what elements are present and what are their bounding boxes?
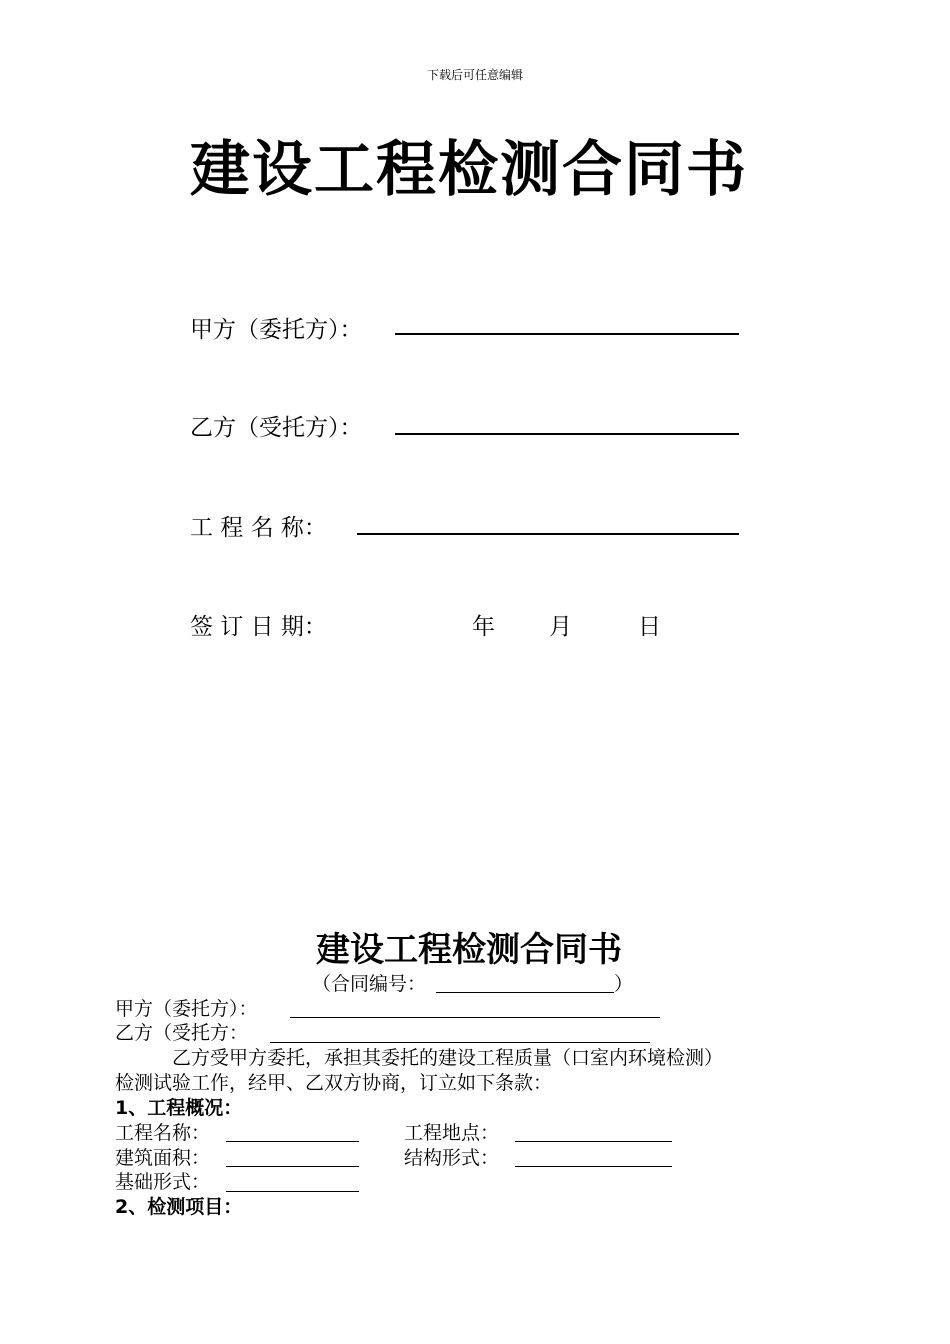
foundation-form-label: 基础形式： — [115, 1171, 211, 1193]
party-b-label: 乙方（受托方）： — [190, 415, 363, 441]
sign-date-label: 签 订 日 期： — [190, 614, 327, 640]
party-b-field[interactable] — [395, 433, 739, 435]
party-a-field[interactable] — [395, 333, 739, 335]
contract-title: 建设工程检测合同书 — [316, 930, 622, 970]
cover-title: 建设工程检测合同书 — [190, 135, 748, 205]
contract-no-field[interactable] — [436, 992, 614, 993]
section-1-title: 1、工程概况： — [115, 1097, 243, 1119]
intro-line-2: 检测试验工作，经甲、乙双方协商，订立如下条款： — [115, 1072, 553, 1094]
project-name-field-2[interactable] — [226, 1141, 359, 1142]
structure-form-label: 结构形式： — [404, 1147, 500, 1169]
contract-party-b-field[interactable] — [270, 1042, 650, 1043]
contract-party-a-field[interactable] — [290, 1017, 660, 1018]
contract-no-open: （合同编号： — [312, 973, 427, 995]
project-name-field[interactable] — [357, 533, 739, 535]
contract-no-close: ） — [614, 973, 634, 995]
project-name-label: 工 程 名 称： — [190, 515, 327, 541]
intro-line-1: 乙方受甲方委托，承担其委托的建设工程质量（口室内环境检测） — [172, 1047, 724, 1069]
contract-party-b-label: 乙方（受托方： — [115, 1022, 249, 1044]
party-a-label: 甲方（委托方）： — [190, 317, 363, 343]
year-label: 年 — [472, 614, 495, 640]
header-note: 下载后可任意编辑 — [426, 68, 523, 82]
building-area-label: 建筑面积： — [115, 1147, 211, 1169]
foundation-form-field[interactable] — [226, 1191, 359, 1192]
project-name-label-2: 工程名称： — [115, 1122, 211, 1144]
structure-form-field[interactable] — [515, 1166, 672, 1167]
month-label: 月 — [549, 614, 572, 640]
project-location-label: 工程地点： — [404, 1122, 500, 1144]
contract-party-a-label: 甲方（委托方）： — [115, 998, 258, 1020]
building-area-field[interactable] — [226, 1166, 359, 1167]
project-location-field[interactable] — [515, 1141, 672, 1142]
day-label: 日 — [638, 614, 661, 640]
section-2-title: 2、检测项目： — [115, 1196, 243, 1218]
